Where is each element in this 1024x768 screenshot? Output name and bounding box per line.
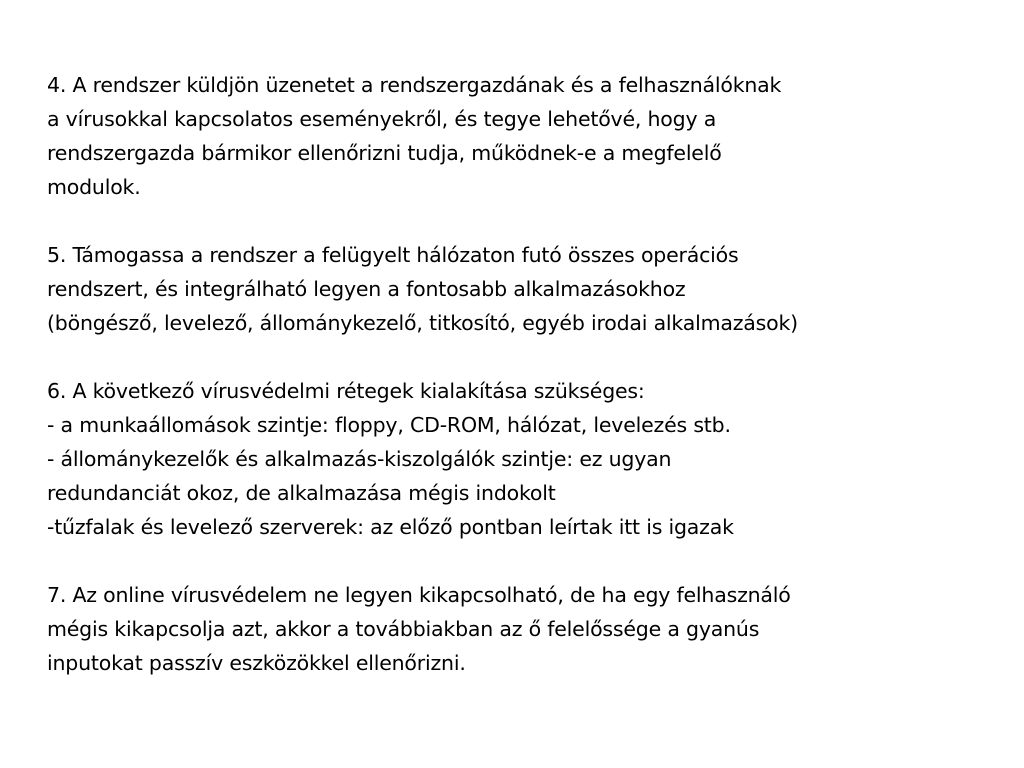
paragraph-gap bbox=[47, 340, 1007, 374]
paragraph-6 bbox=[47, 374, 1007, 544]
text-line: redundanciát okoz, de alkalmazása mégis indokolt bbox=[47, 481, 556, 505]
text-line: rendszergazda bármikor ellenőrizni tudja, működnek-e a megfelelő bbox=[47, 141, 722, 165]
text-line: rendszert, és integrálható legyen a fontosabb alkalmazásokhoz bbox=[47, 277, 686, 301]
text-line: mégis kikapcsolja azt, akkor a továbbiakban az ő felelőssége a gyanús bbox=[47, 617, 760, 641]
slide-body bbox=[47, 68, 1007, 680]
text-line: 7. Az online vírusvédelem ne legyen kikapcsolható, de ha egy felhasználó bbox=[47, 583, 791, 607]
text-line: -tűzfalak és levelező szerverek: az előző pontban leírtak itt is igazak bbox=[47, 515, 734, 539]
text-line: - a munkaállomások szintje: floppy, CD-ROM, hálózat, levelezés stb. bbox=[47, 413, 731, 437]
paragraph-7 bbox=[47, 578, 1007, 680]
text-line: - állománykezelők és alkalmazás-kiszolgálók szintje: ez ugyan bbox=[47, 447, 672, 471]
paragraph-5 bbox=[47, 238, 1007, 340]
paragraph-4 bbox=[47, 68, 1007, 204]
text-line: (böngésző, levelező, állománykezelő, titkosító, egyéb irodai alkalmazások) bbox=[47, 311, 798, 335]
paragraph-gap bbox=[47, 204, 1007, 238]
text-line: 5. Támogassa a rendszer a felügyelt hálózaton futó összes operációs bbox=[47, 243, 739, 267]
text-line: 4. A rendszer küldjön üzenetet a rendszergazdának és a felhasználóknak bbox=[47, 73, 782, 97]
text-line: modulok. bbox=[47, 175, 141, 199]
text-line: a vírusokkal kapcsolatos eseményekről, és tegye lehetővé, hogy a bbox=[47, 107, 717, 131]
text-line: inputokat passzív eszközökkel ellenőrizni. bbox=[47, 651, 466, 675]
paragraph-gap bbox=[47, 544, 1007, 578]
text-line: 6. A következő vírusvédelmi rétegek kialakítása szükséges: bbox=[47, 379, 645, 403]
